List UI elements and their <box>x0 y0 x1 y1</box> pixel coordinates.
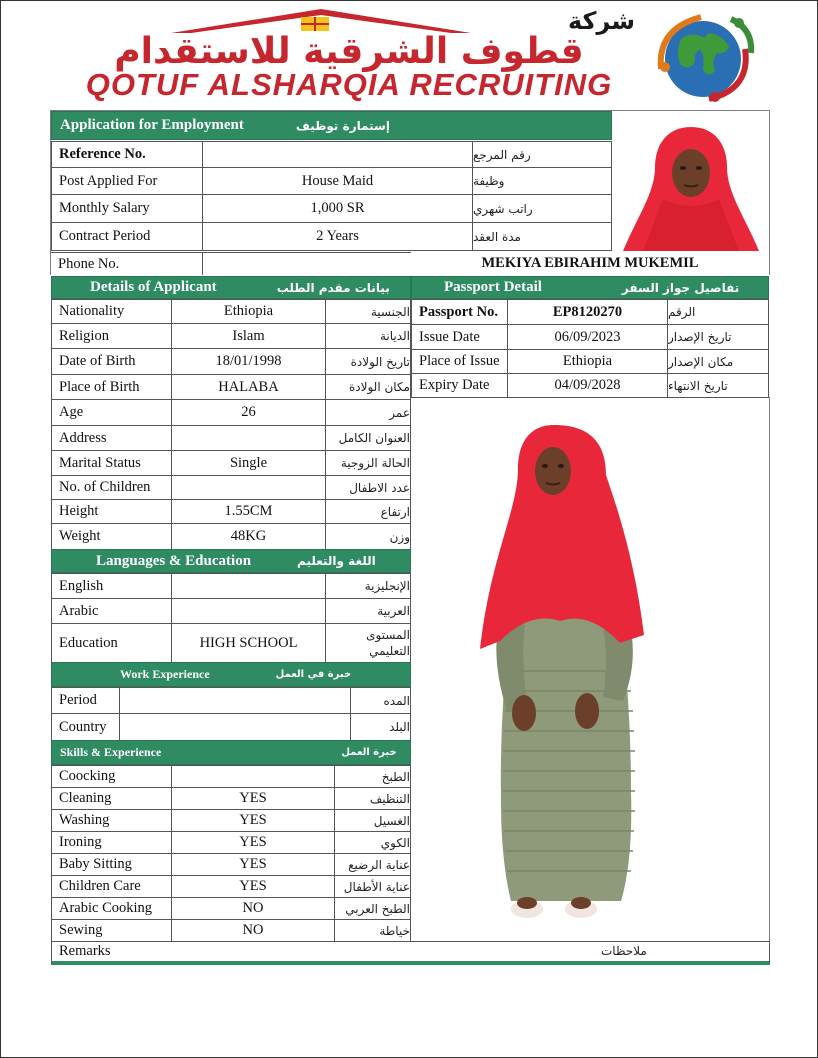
nationality-label: Nationality <box>51 299 172 324</box>
place-of-issue-value: Ethiopia <box>507 349 668 374</box>
skill-sewing-label-ar: خياطة <box>334 919 411 942</box>
address-label-ar: العنوان الكامل <box>325 425 411 451</box>
application-title-en: Application for Employment <box>60 117 244 133</box>
applicant-full-body-photo <box>479 421 649 923</box>
country-label-ar: البلد <box>350 713 411 741</box>
age-label-ar: عمر <box>325 399 411 426</box>
issue-date-label: Issue Date <box>411 324 508 350</box>
contract-period-value: 2 Years <box>202 222 473 251</box>
applicant-headshot-photo <box>623 121 759 251</box>
skill-baby-sitting-label-ar: عناية الرضيع <box>334 853 411 876</box>
right-column-border <box>769 397 770 942</box>
details-title-ar: بيانات مقدم الطلب <box>276 280 390 295</box>
address-value <box>171 425 326 451</box>
skill-cooking-value <box>171 765 335 788</box>
arabic-value <box>171 598 326 624</box>
passport-header <box>411 276 769 299</box>
phone-label: Phone No. <box>51 252 203 275</box>
reference-label: Reference No. <box>51 141 203 168</box>
company-header <box>51 5 769 109</box>
languages-title-en: Languages & Education <box>96 552 252 569</box>
details-title-en: Details of Applicant <box>90 279 217 295</box>
nationality-label-ar: الجنسية <box>325 299 411 324</box>
marital-status-label-ar: الحالة الزوجية <box>325 450 411 476</box>
skill-cleaning-value: YES <box>171 787 335 810</box>
weight-label-ar: وزن <box>325 523 411 550</box>
details-header <box>51 276 411 299</box>
issue-date-value: 06/09/2023 <box>507 324 668 350</box>
place-of-birth-label-ar: مكان الولادة <box>325 374 411 400</box>
reference-label-ar: رقم المرجع <box>472 141 612 168</box>
applicant-name: MEKIYA EBIRAHIM MUKEMIL <box>411 252 769 275</box>
marital-status-label: Marital Status <box>51 450 172 476</box>
work-title-ar: خبرة في العمل <box>275 669 352 680</box>
post-applied-label: Post Applied For <box>51 167 203 195</box>
skills-header <box>51 740 411 765</box>
skill-children-care-value: YES <box>171 875 335 898</box>
passport-no-label-ar: الرقم <box>667 299 769 325</box>
place-of-issue-label: Place of Issue <box>411 349 508 374</box>
expiry-date-label-ar: تاريخ الانتهاء <box>667 373 769 398</box>
period-label: Period <box>51 687 120 714</box>
globe-logo-icon <box>651 9 761 105</box>
place-of-birth-label: Place of Birth <box>51 374 172 400</box>
skill-sewing-label: Sewing <box>51 919 172 942</box>
phone-value <box>202 252 412 275</box>
issue-date-label-ar: تاريخ الإصدار <box>667 324 769 350</box>
skill-washing-label-ar: الغسيل <box>334 809 411 832</box>
skill-baby-sitting-label: Baby Sitting <box>51 853 172 876</box>
skill-cooking-label: Coocking <box>51 765 172 788</box>
company-name-arabic: قطوف الشرقية للاستقدام <box>114 31 584 72</box>
passport-no-value: EP8120270 <box>507 299 668 325</box>
skill-cleaning-label: Cleaning <box>51 787 172 810</box>
languages-header <box>51 549 411 573</box>
religion-label: Religion <box>51 323 172 349</box>
height-label: Height <box>51 499 172 524</box>
skill-washing-label: Washing <box>51 809 172 832</box>
reference-value <box>202 141 473 168</box>
skills-title-ar: خبرة العمل <box>341 747 397 758</box>
remarks-label: Remarks <box>59 943 111 959</box>
monthly-salary-value: 1,000 SR <box>202 194 473 223</box>
english-label: English <box>51 573 172 599</box>
skill-arabic-cooking-label-ar: الطبخ العربي <box>334 897 411 920</box>
company-name-arabic-prefix: شركة <box>567 7 635 35</box>
work-experience-header <box>51 662 411 687</box>
country-value <box>119 713 351 741</box>
expiry-date-value: 04/09/2028 <box>507 373 668 398</box>
passport-no-label: Passport No. <box>411 299 508 325</box>
education-label-ar: المستوى التعليمي <box>325 623 411 663</box>
application-header <box>51 111 612 140</box>
religion-value: Islam <box>171 323 326 349</box>
skill-ironing-label: Ironing <box>51 831 172 854</box>
weight-value: 48KG <box>171 523 326 550</box>
passport-title-ar: تفاصيل جواز السفر <box>621 280 740 295</box>
dob-label-ar: تاريخ الولادة <box>325 348 411 375</box>
skill-arabic-cooking-label: Arabic Cooking <box>51 897 172 920</box>
children-count-value <box>171 475 326 500</box>
skill-children-care-label-ar: عناية الأطفال <box>334 875 411 898</box>
monthly-salary-label: Monthly Salary <box>51 194 203 223</box>
weight-label: Weight <box>51 523 172 550</box>
age-value: 26 <box>171 399 326 426</box>
skill-sewing-value: NO <box>171 919 335 942</box>
contract-period-label-ar: مدة العقد <box>472 222 612 251</box>
company-name-english: QOTUF ALSHARQIA RECRUITING <box>85 67 613 102</box>
remarks-label-ar: ملاحظات <box>601 944 647 958</box>
age-label: Age <box>51 399 172 426</box>
expiry-date-label: Expiry Date <box>411 373 508 398</box>
education-label: Education <box>51 623 172 663</box>
dob-label: Date of Birth <box>51 348 172 375</box>
period-label-ar: المده <box>350 687 411 714</box>
monthly-salary-label-ar: راتب شهري <box>472 194 612 223</box>
height-label-ar: ارتفاع <box>325 499 411 524</box>
arabic-label: Arabic <box>51 598 172 624</box>
passport-title-en: Passport Detail <box>444 279 542 295</box>
skill-ironing-value: YES <box>171 831 335 854</box>
children-count-label-ar: عدد الاطفال <box>325 475 411 500</box>
dob-value: 18/01/1998 <box>171 348 326 375</box>
work-title-en: Work Experience <box>120 667 210 681</box>
height-value: 1.55CM <box>171 499 326 524</box>
skill-arabic-cooking-value: NO <box>171 897 335 920</box>
application-title-ar: إستمارة توظيف <box>295 118 390 133</box>
skill-cooking-label-ar: الطبخ <box>334 765 411 788</box>
country-label: Country <box>51 713 120 741</box>
nationality-value: Ethiopia <box>171 299 326 324</box>
skill-children-care-label: Children Care <box>51 875 172 898</box>
skill-baby-sitting-value: YES <box>171 853 335 876</box>
marital-status-value: Single <box>171 450 326 476</box>
english-value <box>171 573 326 599</box>
period-value <box>119 687 351 714</box>
post-applied-label-ar: وظيفة <box>472 167 612 195</box>
skill-washing-value: YES <box>171 809 335 832</box>
education-value: HIGH SCHOOL <box>171 623 326 663</box>
religion-label-ar: الديانة <box>325 323 411 349</box>
skill-cleaning-label-ar: التنظيف <box>334 787 411 810</box>
address-label: Address <box>51 425 172 451</box>
skills-title-en: Skills & Experience <box>60 745 162 759</box>
arabic-label-ar: العربية <box>325 598 411 624</box>
contract-period-label: Contract Period <box>51 222 203 251</box>
english-label-ar: الإنجليزية <box>325 573 411 599</box>
place-of-birth-value: HALABA <box>171 374 326 400</box>
children-count-label: No. of Children <box>51 475 172 500</box>
languages-title-ar: اللغة والتعليم <box>297 554 376 568</box>
skill-ironing-label-ar: الكوي <box>334 831 411 854</box>
place-of-issue-label-ar: مكان الإصدار <box>667 349 769 374</box>
post-applied-value: House Maid <box>202 167 473 195</box>
